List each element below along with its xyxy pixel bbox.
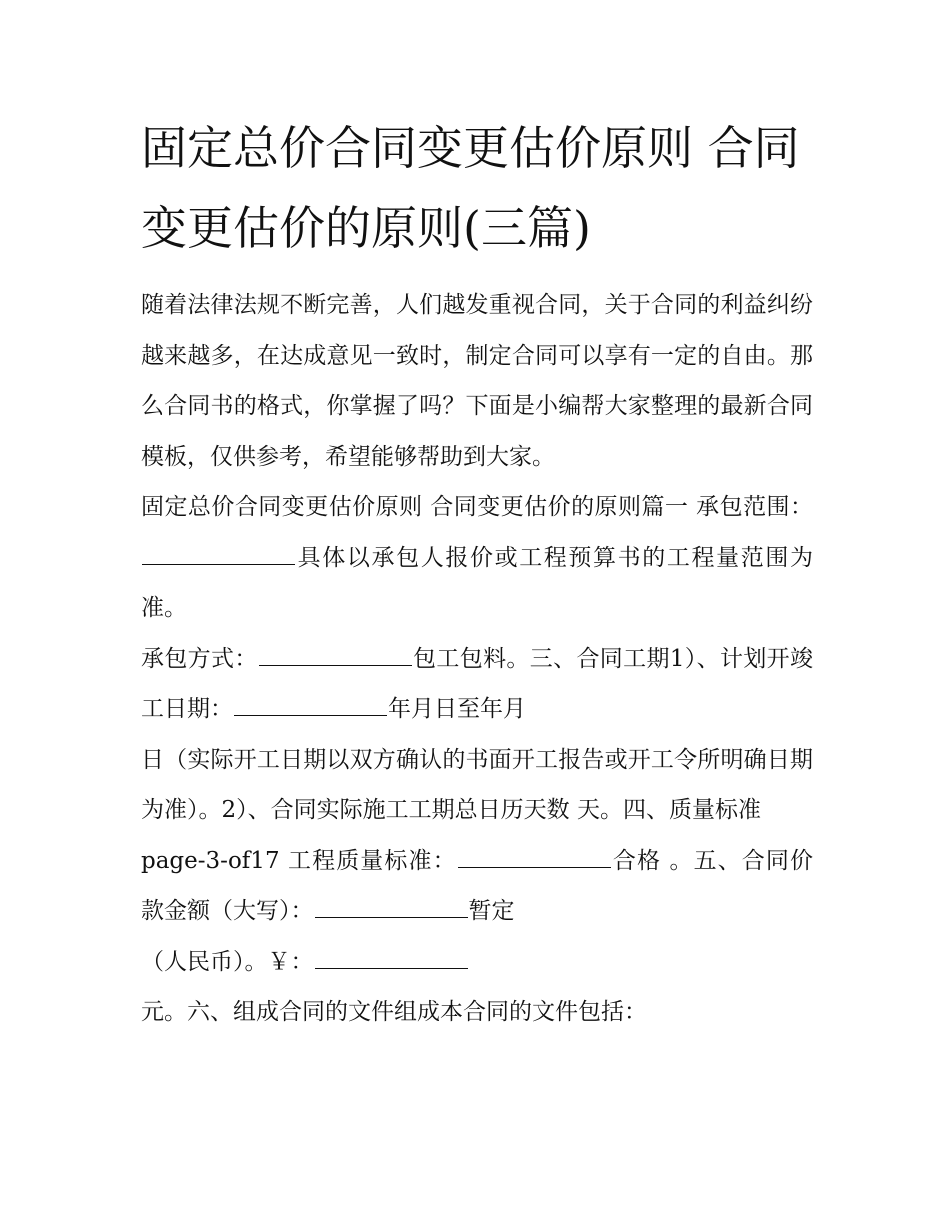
scope-blank bbox=[142, 544, 295, 565]
amount-blank bbox=[315, 897, 468, 918]
rmb-paragraph bbox=[141, 937, 813, 988]
quality-paragraph bbox=[141, 836, 813, 937]
quality-text-b: 合格 。五、合同价款金额（大写）： bbox=[141, 847, 813, 924]
rmb-text-a: （人民币）。￥： bbox=[141, 948, 314, 975]
rmb-blank bbox=[315, 948, 468, 969]
scope-text-b: 具体以承包人报价或工程预算书的工程量范围为准。 bbox=[141, 544, 813, 621]
period-paragraph: 日（实际开工日期以双方确认的书面开工报告或开工令所明确日期为准）。2）、合同实际施工工期总日历天数 天。四、质量标准 bbox=[141, 746, 813, 823]
document-title: 固定总价合同变更估价原则 合同变更估价的原则(三篇) bbox=[141, 121, 800, 255]
quality-text-c: 暂定 bbox=[468, 898, 515, 924]
quality-blank bbox=[458, 847, 611, 868]
documents-paragraph: 元。六、组成合同的文件组成本合同的文件包括： bbox=[141, 999, 647, 1025]
scope-paragraph bbox=[141, 482, 813, 634]
intro-paragraph: 随着法律法规不断完善，人们越发重视合同，关于合同的利益纠纷越来越多，在达成意见一致时，制定合同可以享有一定的自由。那么合同书的格式，你掌握了吗？下面是小编帮大家整理的最新合同模板，仅供参考，希望能够帮助到大家。 bbox=[141, 292, 813, 470]
method-paragraph bbox=[141, 634, 813, 735]
scope-text-a: 固定总价合同变更估价原则 合同变更估价的原则篇一 承包范围： bbox=[141, 494, 813, 520]
method-text-b: 包工包料。三、合同工期1）、计划开竣工日期： bbox=[141, 645, 814, 722]
dates-blank bbox=[234, 695, 387, 716]
method-text-c: 年月日至年月 bbox=[388, 696, 526, 722]
method-blank bbox=[259, 645, 412, 666]
quality-text-a: page-3-of17 工程质量标准： bbox=[141, 847, 457, 874]
document-page bbox=[141, 108, 813, 1038]
method-text-a: 承包方式： bbox=[141, 645, 258, 672]
